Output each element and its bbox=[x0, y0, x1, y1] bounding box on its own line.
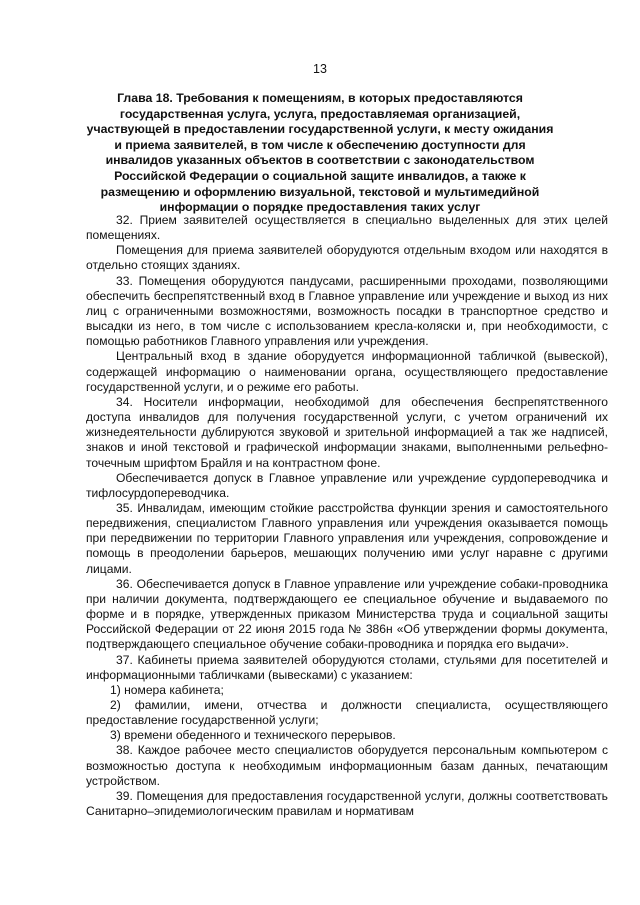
paragraph: 32. Прием заявителей осуществляется в специально выделенных для этих целей помещениях. bbox=[86, 213, 608, 243]
list-item: 2) фамилии, имени, отчества и должности специалиста, осуществляющего предоставление государственной услуги; bbox=[86, 698, 608, 728]
paragraph: 38. Каждое рабочее место специалистов оборудуется персональным компьютером с возможностью доступа к необходимым информационным базам данных, печатающим устройством. bbox=[86, 743, 608, 788]
list-item: 1) номера кабинета; bbox=[110, 682, 224, 697]
paragraph: 34. Носители информации, необходимой для обеспечения беспрепятственного доступа инвалидов для получения государственной услуги, с учетом ограничений их жизнедеятельности дублируются звуковой и зрительной информацией а так же надписей, знаков и иной текстовой и графической информации знаками, выполненными рельефно-точечным шрифтом Брайля и на контрастном фоне. bbox=[86, 394, 608, 470]
page-number: 13 bbox=[313, 62, 327, 76]
document-body bbox=[86, 213, 608, 819]
paragraph: 35. Инвалидам, имеющим стойкие расстройства функции зрения и самостоятельного передвижения, специалистом Главного управления или учреждения оказывается помощь при передвижении по территории Главного управления или учреждения, сопровождение и помощь в преодолении барьеров, мешающих получению ими услуг наравне с другими лицами. bbox=[86, 500, 608, 576]
paragraph: 33. Помещения оборудуются пандусами, расширенными проходами, позволяющими обеспечить беспрепятственный вход в Главное управление или учреждение и выход из них лиц с ограниченными возможностями, возможность посадки в транспортное средство и высадки из него, в том числе с использованием кресла-коляски и, при необходимости, с помощью работников Главного управления или учреждения. bbox=[86, 273, 608, 349]
chapter-heading: Глава 18. Требования к помещениям, в которых предоставляются государственная услуга, услуга, предоставляемая организацией, участвующей в предоставлении государственной услуги, к месту ожидания и приема заявителей, в том числе к обеспечению доступности для инвалидов указанных объектов в соответствии с законодательством Российской Федерации о социальной защите инвалидов, а также к размещению и оформлению визуальной, текстовой и мультимедийной информации о порядке предоставления таких услуг bbox=[86, 91, 554, 215]
paragraph: Помещения для приема заявителей оборудуются отдельным входом или находятся в отдельно стоящих зданиях. bbox=[86, 243, 608, 273]
paragraph: Центральный вход в здание оборудуется информационной табличкой (вывеской), содержащей информацию о наименовании органа, осуществляющего предоставление государственной услуги, и о режиме его работы. bbox=[86, 349, 608, 394]
paragraph: 37. Кабинеты приема заявителей оборудуются столами, стульями для посетителей и информационными табличками (вывесками) с указанием: bbox=[86, 652, 608, 682]
paragraph: 39. Помещения для предоставления государственной услуги, должны соответствовать Санитарно–эпидемиологическим правилам и нормативам bbox=[86, 788, 608, 819]
paragraph: Обеспечивается допуск в Главное управление или учреждение сурдопереводчика и тифлосурдопереводчика. bbox=[86, 470, 608, 500]
list-item: 3) времени обеденного и технического перерывов. bbox=[110, 728, 396, 743]
paragraph: 36. Обеспечивается допуск в Главное управление или учреждение собаки-проводника при наличии документа, подтверждающего ее специальное обучение и выдаваемого по форме и в порядке, утвержденных приказом Министерства труда и социальной защиты Российской Федерации от 22 июня 2015 года № 386н «Об утверждении формы документа, подтверждающего специальное обучение собаки-проводника и порядка его выдачи». bbox=[86, 576, 608, 652]
